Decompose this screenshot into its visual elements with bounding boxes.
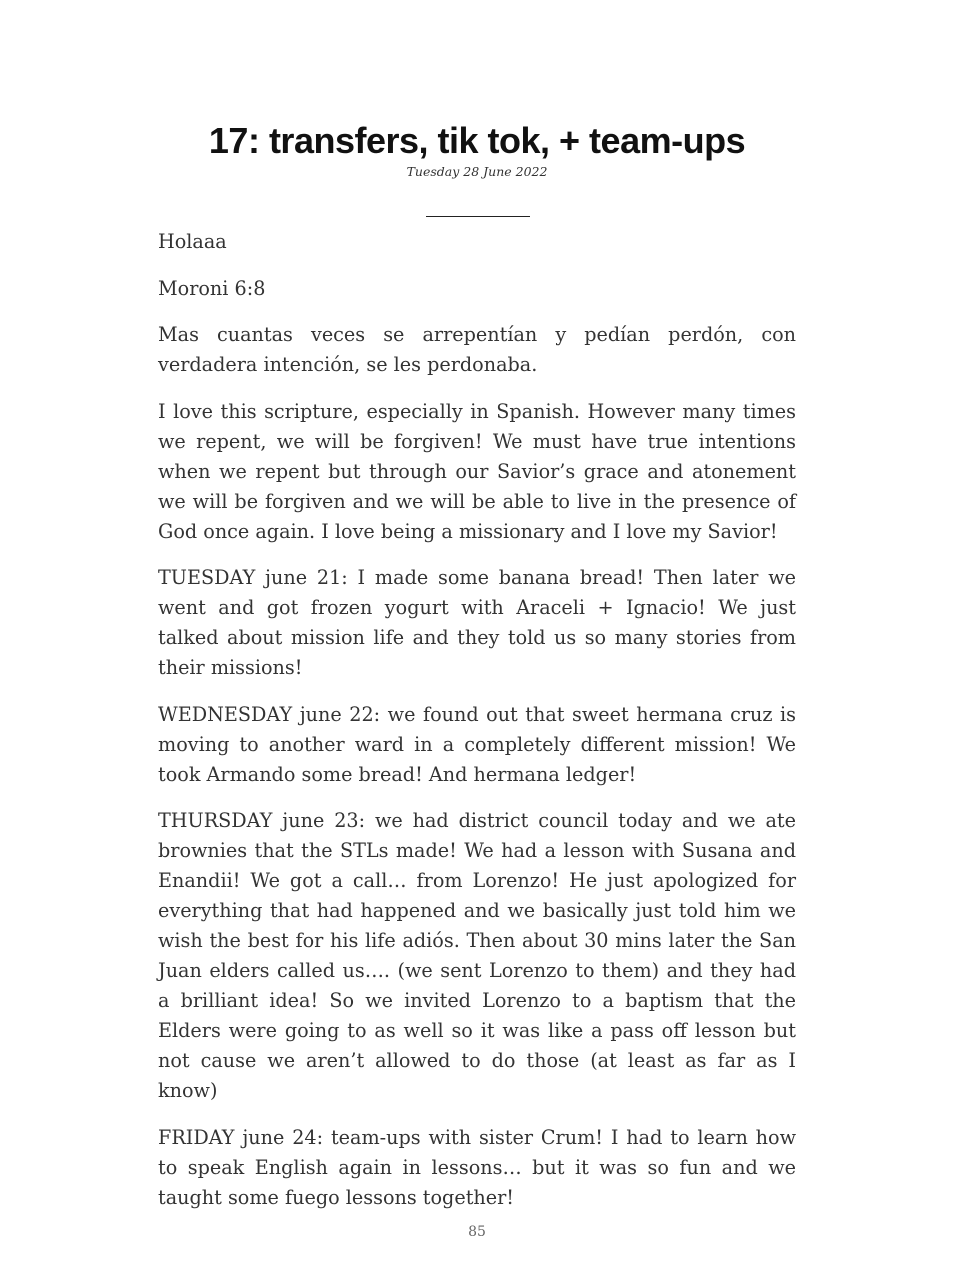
page-title: 17: transfers, tik tok, + team-ups bbox=[208, 120, 746, 161]
title-divider bbox=[426, 216, 530, 217]
scripture-quote: Mas cuantas veces se arrepentían y pedían perdón, con verdadera intención, se les perdonaba. bbox=[158, 323, 796, 376]
scripture-reference: Moroni 6:8 bbox=[158, 276, 266, 300]
post-date: Tuesday 28 June 2022 bbox=[406, 164, 548, 179]
thursday-entry: THURSDAY june 23: we had district council today and we ate brownies that the STLs made! We had a lesson with Susana and Enandii! We got a call… from Lorenzo! He just apologized for everything that had happened and we basically just told him we wish the best for his life adiós. Then about 30 mins later the San Juan elders called us…. (we sent Lorenzo to them) and they had a brilliant idea! So we invited Lorenzo to a baptism that the Elders were going to as well so it was like a pass off lesson but not cause we aren’t allowed to do those (at least as far as I know) bbox=[158, 809, 796, 1102]
page-number: 85 bbox=[468, 1224, 486, 1240]
wednesday-entry: WEDNESDAY june 22: we found out that sweet hermana cruz is moving to another ward in a completely different mission! We took Armando some bread! And hermana ledger! bbox=[158, 702, 796, 786]
body-text bbox=[158, 227, 796, 1229]
tuesday-entry: TUESDAY june 21: I made some banana bread! Then later we went and got frozen yogurt with Araceli + Ignacio! We just talked about mission life and they told us so many stories from their missions! bbox=[158, 566, 796, 679]
friday-entry: FRIDAY june 24: team-ups with sister Crum! I had to learn how to speak English again in lessons… but it was so fun and we taught some fuego lessons together! bbox=[158, 1125, 796, 1209]
greeting-paragraph: Holaaa bbox=[158, 230, 227, 253]
reflection-paragraph: I love this scripture, especially in Spanish. However many times we repent, we will be forgiven! We must have true intentions when we repent but through our Savior’s grace and atonement we will be forgiven and we will be able to live in the presence of God once again. I love being a missionary and I love my Savior! bbox=[158, 399, 796, 543]
